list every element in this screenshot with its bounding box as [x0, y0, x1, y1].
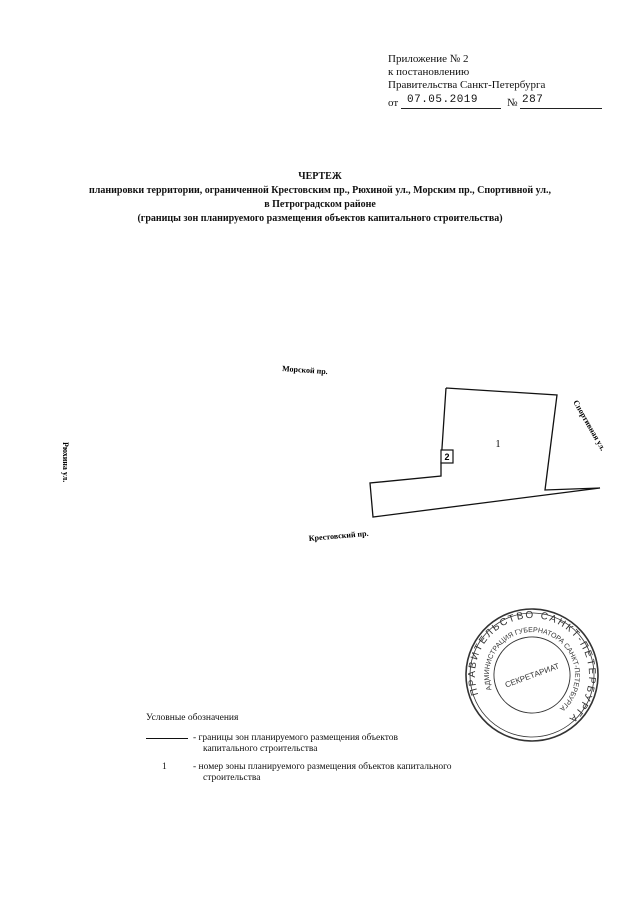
stamp-outer-text: ПРАВИТЕЛЬСТВО САНКТ-ПЕТЕРБУРГА — [466, 609, 598, 726]
legend-item-zone-line1: - номер зоны планируемого размещения объектов капитального — [193, 762, 452, 772]
street-krestovsky: Крестовский пр. — [308, 528, 369, 543]
official-stamp — [462, 605, 602, 745]
title-line-2: в Петроградском районе — [264, 199, 376, 210]
street-morskoy: Морской пр. — [281, 364, 329, 377]
legend-item-zone-line2: строительства — [203, 773, 261, 783]
drawing-title: ЧЕРТЕЖ — [298, 171, 342, 182]
street-ryukhina: Рюхина ул. — [61, 442, 70, 483]
resolution-date: 07.05.2019 — [407, 94, 479, 106]
zone-1-number: 1 — [495, 439, 501, 450]
legend-title: Условные обозначения — [146, 713, 239, 723]
appendix-label: Приложение № 2 — [388, 53, 469, 65]
legend-item-boundary-line1: - границы зон планируемого размещения объектов — [193, 733, 399, 743]
resolution-number: 287 — [522, 94, 544, 106]
legend-number-symbol: 1 — [162, 762, 167, 772]
zone-2-number: 2 — [444, 452, 450, 462]
resolution-label: к постановлению — [388, 66, 470, 78]
zone-boundary — [370, 388, 600, 517]
date-prefix: от — [388, 97, 399, 109]
street-sportivnaya: Спортивная ул. — [571, 398, 608, 453]
title-line-1: планировки территории, ограниченной Крестовским пр., Рюхиной ул., Морским пр., Спортивной ул., — [88, 185, 552, 196]
stamp-center-text: СЕКРЕТАРИАТ — [503, 661, 561, 690]
government-label: Правительства Санкт-Петербурга — [388, 79, 546, 91]
title-line-3: (границы зон планируемого размещения объектов капитального строительства) — [137, 213, 503, 224]
legend-item-boundary-line2: капитального строительства — [203, 744, 318, 754]
legend-line-symbol — [146, 738, 188, 739]
stamp-inner-text: АДМИНИСТРАЦИЯ ГУБЕРНАТОРА САНКТ-ПЕТЕРБУРГА — [483, 626, 581, 712]
number-prefix: № — [507, 97, 518, 109]
